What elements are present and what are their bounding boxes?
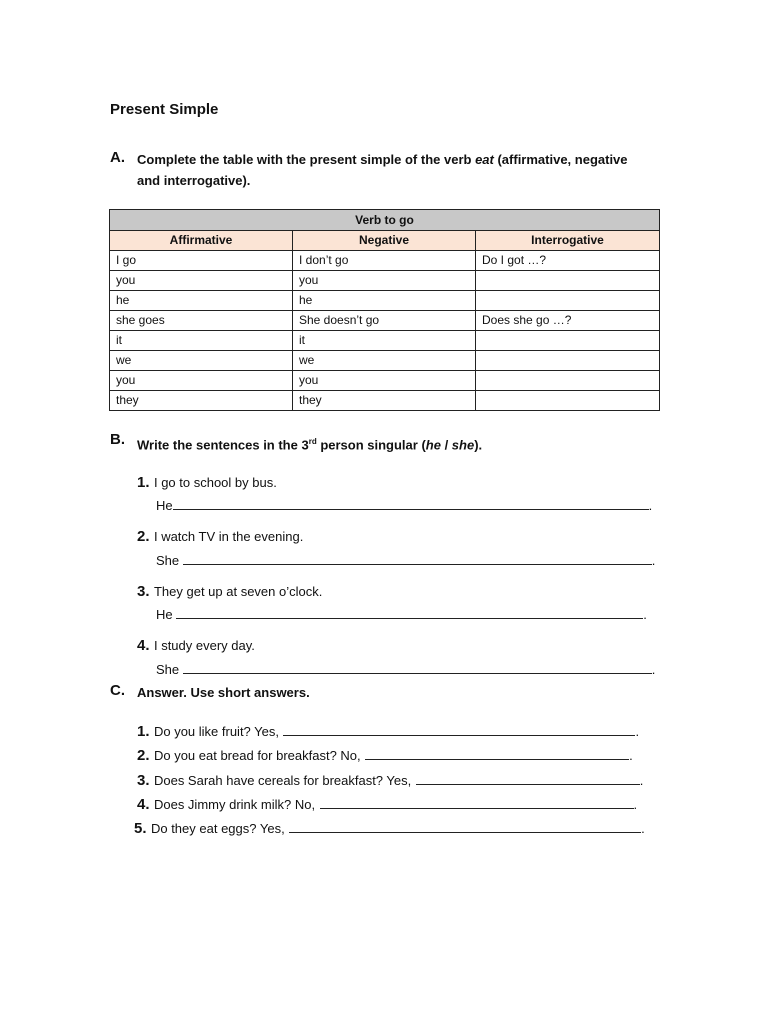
cell-interrogative[interactable]: Do I got …? — [476, 251, 660, 271]
cell-negative: She doesn’t go — [293, 311, 476, 331]
answer-line[interactable] — [320, 795, 634, 809]
cell-affirmative: they — [110, 391, 293, 411]
table-row — [110, 371, 660, 391]
b-item-number: 4. — [137, 637, 150, 654]
cell-negative[interactable]: it — [293, 331, 476, 351]
section-b-mid: person singular ( — [316, 437, 426, 453]
b-item-end: . — [643, 607, 647, 622]
b-item-prompt: He — [156, 607, 173, 622]
section-c-letter: C. — [110, 682, 125, 699]
b-item-prompt: He — [156, 498, 173, 513]
c-item-question: Does Sarah have cereals for breakfast? Yes, — [153, 773, 412, 788]
section-a-instruction-pre: Complete the table with the present simple of the verb — [137, 152, 476, 167]
c-item-number: 4. — [137, 796, 150, 813]
section-a-verb: eat — [475, 152, 494, 167]
b-item-2 — [137, 528, 303, 546]
b-item-sentence: I study every day. — [153, 638, 255, 653]
table-row — [110, 251, 660, 271]
c-item-2 — [137, 746, 633, 765]
cell-affirmative: it — [110, 331, 293, 351]
section-b-sup: rd — [308, 437, 317, 446]
section-b-end: ). — [474, 437, 483, 453]
section-b-she: she — [451, 437, 475, 453]
b-item-2-answer — [156, 551, 655, 568]
c-item-end: . — [635, 724, 640, 739]
header-interrogative: Interrogative — [476, 231, 660, 251]
section-b-instruction — [137, 431, 677, 455]
b-item-prompt: She — [156, 662, 180, 677]
section-b-pre: Write the sentences in the 3 — [137, 437, 309, 453]
c-item-number: 2. — [137, 747, 150, 764]
c-item-1 — [137, 722, 639, 741]
page-title: Present Simple — [110, 101, 219, 118]
b-item-1-answer — [156, 496, 652, 513]
c-item-end: . — [629, 748, 633, 763]
c-item-5 — [134, 819, 645, 838]
cell-interrogative[interactable] — [476, 331, 660, 351]
b-item-end: . — [651, 662, 656, 677]
c-item-end: . — [641, 821, 645, 836]
b-item-3 — [137, 583, 322, 601]
c-item-question: Do you eat bread for breakfast? No, — [153, 748, 361, 763]
c-item-question: Does Jimmy drink milk? No, — [153, 797, 316, 812]
b-item-3-answer — [156, 605, 647, 622]
cell-negative[interactable]: he — [293, 291, 476, 311]
cell-affirmative: you — [110, 271, 293, 291]
b-item-end: . — [651, 553, 656, 568]
cell-interrogative[interactable] — [476, 291, 660, 311]
table-caption: Verb to go — [110, 210, 660, 231]
cell-negative[interactable]: they — [293, 391, 476, 411]
header-affirmative: Affirmative — [110, 231, 293, 251]
header-negative: Negative — [293, 231, 476, 251]
cell-negative[interactable]: you — [293, 371, 476, 391]
b-item-1 — [137, 474, 277, 492]
cell-interrogative[interactable] — [476, 271, 660, 291]
cell-negative: I don’t go — [293, 251, 476, 271]
cell-affirmative: you — [110, 371, 293, 391]
c-item-3 — [137, 771, 643, 790]
b-item-4-answer — [156, 660, 655, 677]
b-item-number: 2. — [137, 528, 150, 545]
table-row — [110, 291, 660, 311]
b-item-sentence: I go to school by bus. — [153, 475, 277, 490]
answer-line[interactable] — [183, 551, 652, 565]
c-item-number: 3. — [137, 772, 150, 789]
cell-interrogative[interactable] — [476, 371, 660, 391]
c-item-number: 5. — [134, 820, 147, 837]
section-b-slash: / — [440, 437, 452, 453]
c-item-4 — [137, 795, 637, 814]
answer-line[interactable] — [283, 722, 635, 736]
cell-affirmative: he — [110, 291, 293, 311]
cell-negative[interactable]: you — [293, 271, 476, 291]
b-item-number: 3. — [137, 583, 150, 600]
answer-line[interactable] — [183, 660, 652, 674]
verb-table — [109, 209, 660, 411]
table-row — [110, 391, 660, 411]
section-a-instruction — [137, 149, 677, 191]
b-item-4 — [137, 637, 255, 655]
cell-interrogative[interactable] — [476, 351, 660, 371]
b-item-sentence: I watch TV in the evening. — [153, 529, 304, 544]
section-b-letter: B. — [110, 431, 125, 448]
b-item-sentence: They get up at seven o’clock. — [153, 584, 323, 599]
section-b-he: he — [425, 437, 441, 453]
cell-affirmative: we — [110, 351, 293, 371]
cell-affirmative: I go — [110, 251, 293, 271]
cell-interrogative[interactable] — [476, 391, 660, 411]
cell-interrogative[interactable]: Does she go …? — [476, 311, 660, 331]
answer-line[interactable] — [289, 819, 641, 833]
table-row — [110, 311, 660, 331]
answer-line[interactable] — [176, 605, 643, 619]
b-item-prompt: She — [156, 553, 180, 568]
answer-line[interactable] — [416, 771, 640, 785]
c-item-question: Do you like fruit? Yes, — [153, 724, 279, 739]
section-c-instruction: Answer. Use short answers. — [137, 685, 310, 700]
section-a-instruction-line2: and interrogative). — [137, 173, 251, 188]
answer-line[interactable] — [173, 496, 649, 510]
b-item-number: 1. — [137, 474, 150, 491]
answer-line[interactable] — [365, 746, 629, 760]
table-row — [110, 351, 660, 371]
cell-negative[interactable]: we — [293, 351, 476, 371]
table-row — [110, 331, 660, 351]
b-item-end: . — [648, 498, 653, 513]
c-item-question: Do they eat eggs? Yes, — [150, 821, 285, 836]
section-a-letter: A. — [110, 149, 125, 166]
section-a-instruction-post: (affirmative, negative — [493, 152, 628, 167]
c-item-end: . — [633, 797, 638, 812]
cell-affirmative: she goes — [110, 311, 293, 331]
c-item-end: . — [639, 773, 644, 788]
table-row — [110, 271, 660, 291]
c-item-number: 1. — [137, 723, 150, 740]
